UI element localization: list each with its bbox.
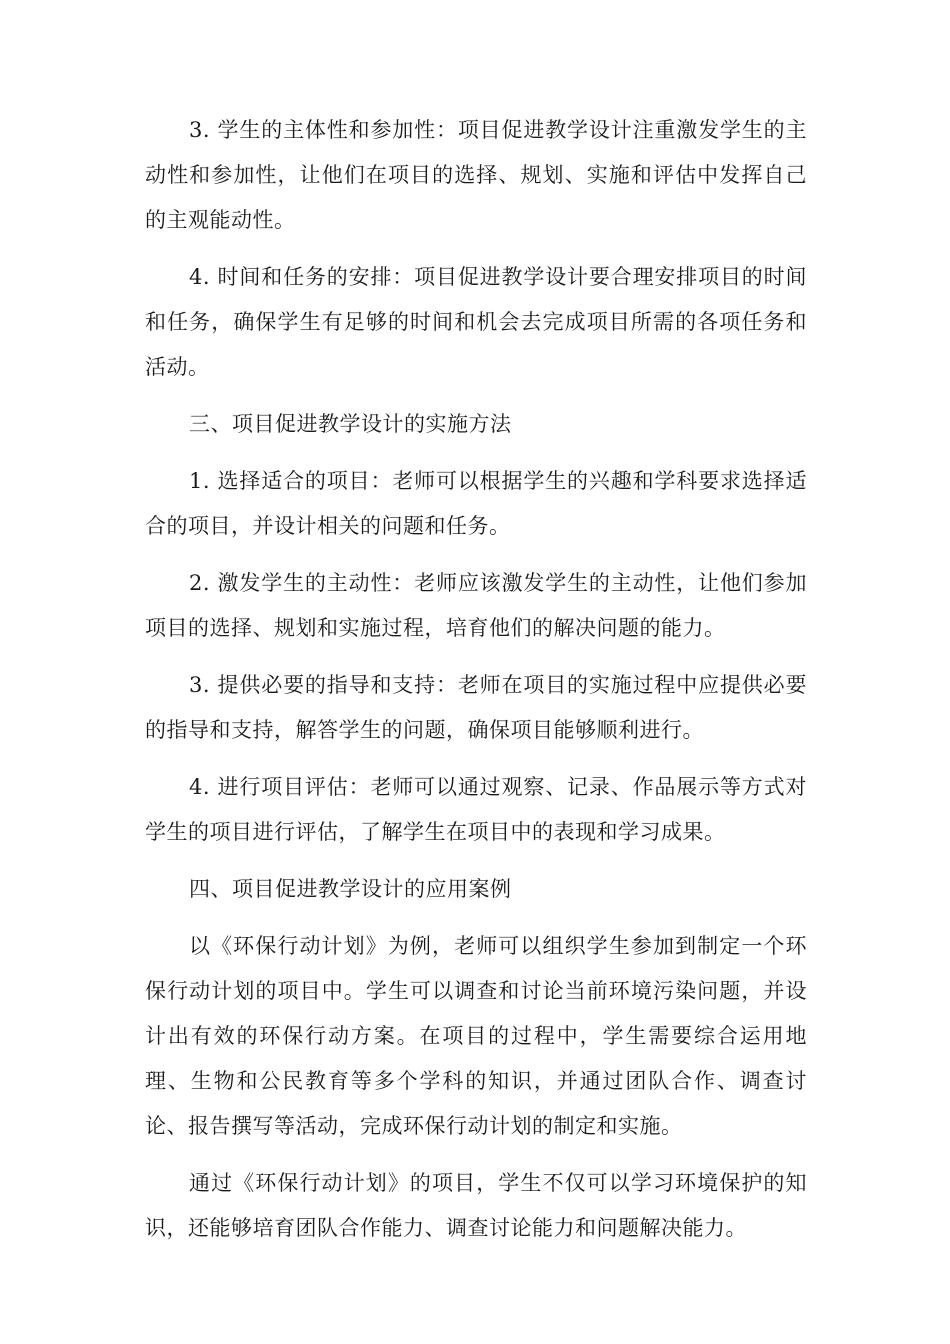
paragraph-item-3-student-initiative: 3. 学生的主体性和参加性：项目促进教学设计注重激发学生的主动性和参加性，让他们在项目的选择、规划、实施和评估中发挥自己的主观能动性。 bbox=[145, 118, 807, 232]
paragraph-case-description: 以《环保行动计划》为例，老师可以组织学生参加到制定一个环保行动计划的项目中。学生可以调查和讨论当前环境污染问题，并设计出有效的环保行动方案。在项目的过程中，学生需要综合运用地理、生物和公民教育等多个学科的知识，并通过团队合作、调查讨论、报告撰写等活动，完成环保行动计划的制定和实施。 bbox=[145, 934, 807, 1138]
document-body bbox=[145, 108, 807, 1263]
paragraph-method-2: 2. 激发学生的主动性：老师应该激发学生的主动性，让他们参加项目的选择、规划和实施过程，培育他们的解决问题的能力。 bbox=[145, 571, 807, 640]
paragraph-case-conclusion: 通过《环保行动计划》的项目，学生不仅可以学习环境保护的知识，还能够培育团队合作能力、调查讨论能力和问题解决能力。 bbox=[145, 1171, 807, 1240]
paragraph-method-4: 4. 进行项目评估：老师可以通过观察、记录、作品展示等方式对学生的项目进行评估，了解学生在项目中的表现和学习成果。 bbox=[145, 775, 807, 844]
paragraph-method-1: 1. 选择适合的项目：老师可以根据学生的兴趣和学科要求选择适合的项目，并设计相关的问题和任务。 bbox=[145, 469, 807, 538]
section-heading-implementation: 三、项目促进教学设计的实施方法 bbox=[189, 412, 512, 436]
paragraph-item-4-time-task: 4. 时间和任务的安排：项目促进教学设计要合理安排项目的时间和任务，确保学生有足够的时间和机会去完成项目所需的各项任务和活动。 bbox=[145, 265, 807, 379]
paragraph-method-3: 3. 提供必要的指导和支持：老师在项目的实施过程中应提供必要的指导和支持，解答学生的问题，确保项目能够顺利进行。 bbox=[145, 673, 807, 742]
section-heading-case: 四、项目促进教学设计的应用案例 bbox=[189, 877, 512, 901]
